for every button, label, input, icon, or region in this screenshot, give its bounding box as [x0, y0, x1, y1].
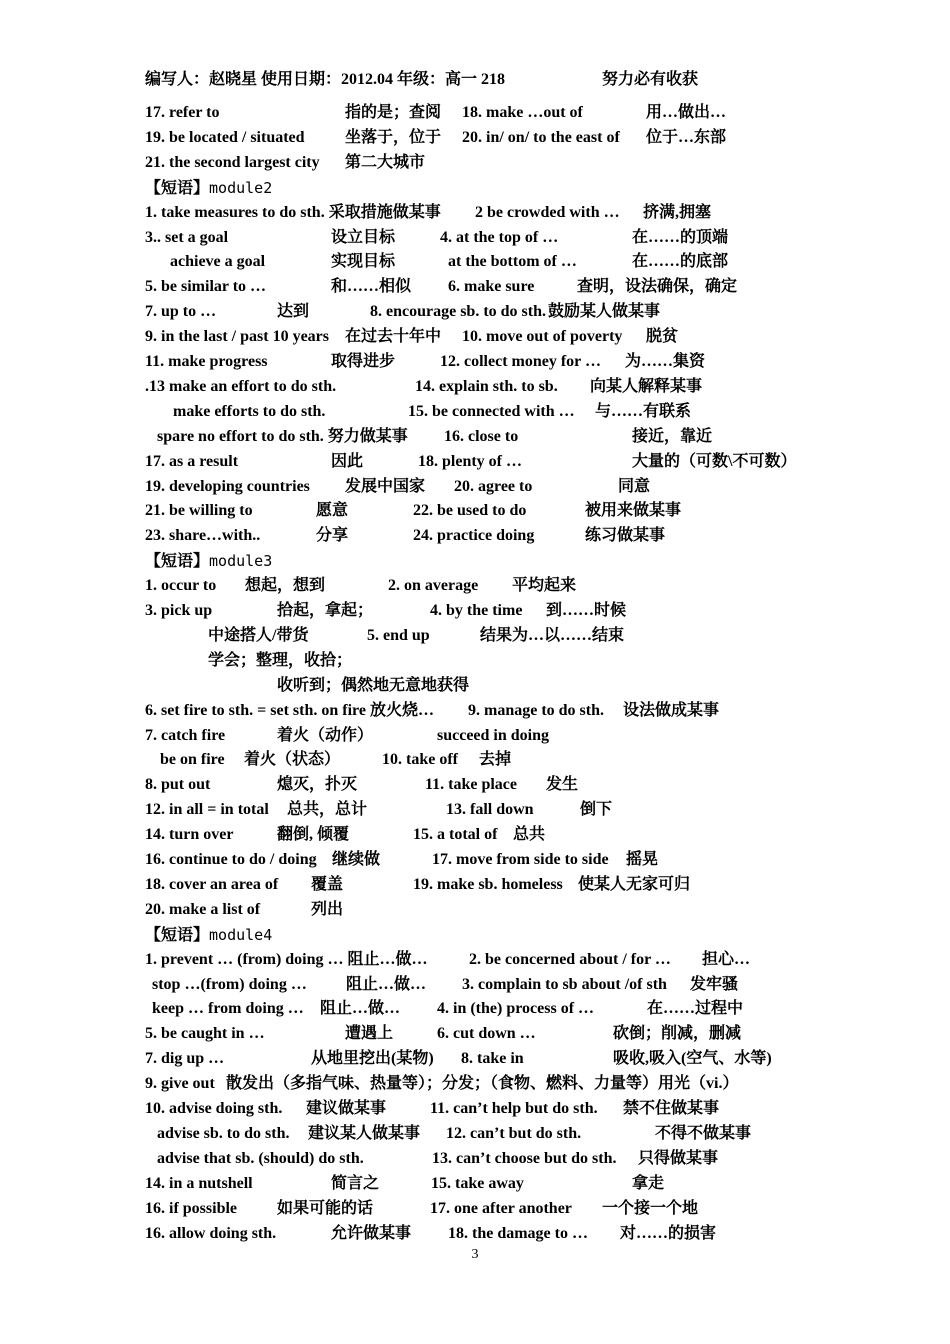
- phrase-cell: 1. take measures to do sth. 采取措施做某事: [145, 204, 441, 221]
- phrase-cell: 结果为…以……结束: [480, 627, 625, 644]
- phrase-cell: 16. allow doing sth.: [145, 1225, 277, 1242]
- section-heading-module2: [145, 176, 272, 200]
- phrase-cell: 14. turn over: [145, 826, 234, 843]
- phrase-cell: 14. explain sth. to sb.: [415, 378, 558, 395]
- phrase-cell: 遭遇上: [345, 1025, 394, 1042]
- phrase-cell: 6. make sure: [448, 278, 535, 295]
- phrase-cell: 平均起来: [512, 577, 577, 594]
- phrase-cell: 18. plenty of …: [418, 453, 522, 470]
- phrase-row: [0, 1222, 950, 1246]
- phrase-cell: 倒下: [580, 801, 613, 818]
- phrase-cell: 在……的顶端: [632, 229, 729, 246]
- phrase-cell: 设法做成某事: [623, 702, 720, 719]
- phrase-cell: 分享: [316, 527, 349, 544]
- phrase-cell: 散发出（多指气味、热量等）；分发；（食物、燃料、力量等）用光（vi.）: [226, 1075, 739, 1092]
- phrase-cell: 16. if possible: [145, 1200, 238, 1217]
- phrase-cell: be on fire: [160, 751, 225, 768]
- phrase-cell: 11. make progress: [145, 353, 268, 370]
- phrase-cell: 一个接一个地: [602, 1200, 699, 1217]
- phrase-cell: 摇晃: [626, 851, 659, 868]
- page-number: 3: [471, 1247, 479, 1262]
- section-heading-name: module2: [209, 179, 273, 197]
- phrase-cell: 3. pick up: [145, 602, 213, 619]
- phrase-row: [0, 499, 950, 523]
- phrase-cell: 禁不住做某事: [623, 1100, 720, 1117]
- phrase-cell: 3. complain to sb about /of sth: [462, 976, 667, 993]
- phrase-cell: 7. catch fire: [145, 727, 226, 744]
- phrase-cell: 6. set fire to sth. = set sth. on fire 放火烧…: [145, 702, 434, 719]
- phrase-cell: 取得进步: [331, 353, 396, 370]
- phrase-cell: 3.. set a goal: [145, 229, 229, 246]
- phrase-cell: 总共，总计: [287, 801, 368, 818]
- phrase-cell: 从地里挖出(某物): [311, 1050, 434, 1067]
- phrase-cell: 为……集资: [625, 353, 706, 370]
- phrase-cell: 拿走: [632, 1175, 665, 1192]
- header-motto: 努力必有收获: [602, 71, 699, 88]
- phrase-cell: 18. the damage to …: [448, 1225, 588, 1242]
- phrase-row: [0, 1022, 950, 1046]
- phrase-cell: 5. end up: [367, 627, 430, 644]
- phrase-cell: 13. can’t choose but do sth.: [432, 1150, 617, 1167]
- phrase-cell: make efforts to do sth.: [173, 403, 326, 420]
- phrase-cell: 查明，设法确保，确定: [577, 278, 738, 295]
- phrase-cell: 16. close to: [444, 428, 519, 445]
- phrase-cell: advise that sb. (should) do sth.: [157, 1150, 364, 1167]
- phrase-cell: 21. the second largest city: [145, 154, 320, 171]
- phrase-cell: 覆盖: [311, 876, 344, 893]
- phrase-row: [0, 1047, 950, 1071]
- phrase-cell: 建议某人做某事: [308, 1125, 421, 1142]
- phrase-row: [0, 674, 950, 698]
- phrase-cell: 阻止…做…: [320, 1000, 401, 1017]
- phrase-cell: 阻止…做…: [346, 976, 427, 993]
- phrase-cell: 同意: [618, 478, 651, 495]
- phrase-cell: 12. can’t but do sth.: [446, 1125, 582, 1142]
- phrase-cell: 位于…东部: [646, 129, 727, 146]
- phrase-cell: 练习做某事: [585, 527, 666, 544]
- section-heading-name: module4: [209, 926, 273, 944]
- phrase-cell: 4. at the top of …: [440, 229, 559, 246]
- phrase-cell: 接近，靠近: [632, 428, 713, 445]
- phrase-cell: 在……过程中: [647, 1000, 744, 1017]
- phrase-cell: 2. be concerned about / for …: [469, 951, 671, 968]
- phrase-cell: 6. cut down …: [437, 1025, 536, 1042]
- phrase-cell: 继续做: [332, 851, 381, 868]
- phrase-row: [0, 724, 950, 748]
- phrase-cell: succeed in doing: [437, 727, 550, 744]
- phrase-cell: 鼓励某人做某事: [548, 303, 661, 320]
- phrase-cell: 设立目标: [331, 229, 396, 246]
- phrase-cell: 与……有联系: [595, 403, 692, 420]
- phrase-cell: 对……的损害: [620, 1225, 717, 1242]
- document-header: [145, 66, 699, 89]
- phrase-cell: 4. in (the) process of …: [437, 1000, 595, 1017]
- phrase-row: [0, 524, 950, 548]
- phrase-cell: 因此: [331, 453, 364, 470]
- phrase-row: [0, 101, 950, 125]
- phrase-row: [0, 350, 950, 374]
- phrase-cell: 20. make a list of: [145, 901, 261, 918]
- phrase-row: [0, 748, 950, 772]
- phrase-cell: 14. in a nutshell: [145, 1175, 253, 1192]
- phrase-cell: 7. up to …: [145, 303, 217, 320]
- phrase-cell: 15. a total of: [413, 826, 498, 843]
- phrase-cell: 17. one after another: [430, 1200, 572, 1217]
- phrase-cell: 19. developing countries: [145, 478, 310, 495]
- phrase-cell: 不得不做某事: [655, 1125, 752, 1142]
- phrase-cell: 1. prevent … (from) doing … 阻止…做…: [145, 951, 428, 968]
- phrase-cell: 12. collect money for …: [440, 353, 601, 370]
- phrase-cell: spare no effort to do sth. 努力做某事: [157, 428, 408, 445]
- phrase-cell: 和……相似: [331, 278, 412, 295]
- phrase-cell: 脱贫: [646, 328, 679, 345]
- phrase-cell: at the bottom of …: [448, 253, 577, 270]
- header-meta: 编写人：赵晓星 使用日期：2012.04 年级：高一 218: [145, 71, 506, 88]
- phrase-cell: 13. fall down: [446, 801, 534, 818]
- phrase-cell: 10. advise doing sth.: [145, 1100, 283, 1117]
- phrase-cell: 20. agree to: [454, 478, 533, 495]
- phrase-cell: 愿意: [316, 502, 349, 519]
- phrase-row: [0, 1172, 950, 1196]
- phrase-cell: 只得做某事: [638, 1150, 719, 1167]
- phrase-row: [0, 699, 950, 723]
- phrase-cell: keep … from doing …: [152, 1000, 304, 1017]
- phrase-cell: 18. make …out of: [462, 104, 583, 121]
- phrase-row: [0, 574, 950, 598]
- phrase-cell: 用…做出…: [646, 104, 727, 121]
- phrase-row: [0, 948, 950, 972]
- phrase-cell: 担心…: [702, 951, 751, 968]
- phrase-cell: 8. take in: [461, 1050, 524, 1067]
- phrase-cell: 22. be used to do: [413, 502, 527, 519]
- phrase-cell: 20. in/ on/ to the east of: [462, 129, 620, 146]
- phrase-row: [0, 973, 950, 997]
- phrase-row: [0, 1122, 950, 1146]
- phrase-cell: 1. occur to: [145, 577, 217, 594]
- phrase-cell: 2 be crowded with …: [475, 204, 620, 221]
- phrase-cell: 21. be willing to: [145, 502, 253, 519]
- phrase-cell: 9. manage to do sth.: [468, 702, 605, 719]
- phrase-cell: 吸收,吸入(空气、水等): [613, 1050, 772, 1067]
- phrase-row: [0, 599, 950, 623]
- phrase-cell: 9. give out: [145, 1075, 215, 1092]
- phrase-cell: 总共: [513, 826, 546, 843]
- phrase-cell: 5. be caught in …: [145, 1025, 265, 1042]
- phrase-cell: 8. encourage sb. to do sth.: [370, 303, 547, 320]
- phrase-cell: 向某人解释某事: [590, 378, 703, 395]
- phrase-row: [0, 126, 950, 150]
- phrase-cell: 被用来做某事: [585, 502, 682, 519]
- phrase-cell: 挤满,拥塞: [643, 204, 712, 221]
- phrase-cell: 16. continue to do / doing: [145, 851, 317, 868]
- phrase-cell: 15. take away: [431, 1175, 524, 1192]
- phrase-row: [0, 300, 950, 324]
- phrase-row: [0, 425, 950, 449]
- phrase-cell: 2. on average: [388, 577, 479, 594]
- phrase-row: [0, 375, 950, 399]
- phrase-cell: 着火（动作）: [277, 727, 374, 744]
- section-heading-bracket: 【短语】: [145, 180, 210, 197]
- phrase-cell: 10. move out of poverty: [462, 328, 623, 345]
- section-heading-bracket: 【短语】: [145, 553, 210, 570]
- phrase-cell: 15. be connected with …: [408, 403, 575, 420]
- phrase-row: [0, 475, 950, 499]
- phrase-cell: 9. in the last / past 10 years: [145, 328, 329, 345]
- phrase-cell: 8. put out: [145, 776, 211, 793]
- section-heading-name: module3: [209, 552, 273, 570]
- phrase-cell: 17. as a result: [145, 453, 239, 470]
- phrase-cell: 到……时候: [546, 602, 627, 619]
- phrase-cell: 19. make sb. homeless: [413, 876, 563, 893]
- phrase-row: [0, 151, 950, 175]
- phrase-cell: 指的是；查阅: [345, 104, 442, 121]
- phrase-cell: 建议做某事: [306, 1100, 387, 1117]
- phrase-cell: 着火（状态）: [244, 751, 341, 768]
- phrase-row: [0, 450, 950, 474]
- phrase-cell: 达到: [277, 303, 310, 320]
- phrase-cell: 想起，想到: [245, 577, 326, 594]
- phrase-cell: 熄灭，扑灭: [277, 776, 358, 793]
- phrase-cell: 列出: [311, 901, 344, 918]
- phrase-cell: 简言之: [331, 1175, 380, 1192]
- phrase-cell: 允许做某事: [331, 1225, 412, 1242]
- phrase-cell: 4. by the time: [430, 602, 523, 619]
- phrase-row: [0, 201, 950, 225]
- phrase-cell: 5. be similar to …: [145, 278, 267, 295]
- phrase-cell: 砍倒；削减，删减: [613, 1025, 742, 1042]
- phrase-cell: 24. practice doing: [413, 527, 535, 544]
- phrase-cell: 在……的底部: [632, 253, 729, 270]
- phrase-cell: stop …(from) doing …: [152, 976, 307, 993]
- phrase-cell: 发展中国家: [345, 478, 426, 495]
- phrase-row: [0, 823, 950, 847]
- phrase-cell: 11. can’t help but do sth.: [430, 1100, 598, 1117]
- phrase-row: [0, 1072, 950, 1096]
- phrase-row: [0, 873, 950, 897]
- phrase-row: [0, 798, 950, 822]
- phrase-cell: 如果可能的话: [277, 1200, 374, 1217]
- phrase-cell: 19. be located / situated: [145, 129, 305, 146]
- phrase-row: [0, 400, 950, 424]
- phrase-row: [0, 1097, 950, 1121]
- phrase-row: [0, 898, 950, 922]
- phrase-cell: 坐落于，位于: [345, 129, 442, 146]
- phrase-cell: 学会；整理，收拾；: [208, 652, 353, 669]
- phrase-cell: 17. refer to: [145, 104, 220, 121]
- phrase-cell: .13 make an effort to do sth.: [145, 378, 337, 395]
- phrase-cell: 发生: [546, 776, 579, 793]
- phrase-row: [0, 649, 950, 673]
- phrase-cell: 发牢骚: [690, 976, 739, 993]
- phrase-row: [0, 1147, 950, 1171]
- phrase-row: [0, 275, 950, 299]
- phrase-row: [0, 773, 950, 797]
- phrase-cell: 17. move from side to side: [432, 851, 609, 868]
- section-heading-bracket: 【短语】: [145, 927, 210, 944]
- phrase-cell: 实现目标: [331, 253, 396, 270]
- phrase-cell: achieve a goal: [170, 253, 266, 270]
- phrase-cell: 使某人无家可归: [578, 876, 691, 893]
- phrase-row: [0, 1197, 950, 1221]
- phrase-row: [0, 325, 950, 349]
- phrase-cell: 23. share…with..: [145, 527, 261, 544]
- section-heading-module3: [145, 549, 272, 573]
- phrase-row: [0, 997, 950, 1021]
- phrase-row: [0, 250, 950, 274]
- phrase-cell: 10. take off: [382, 751, 458, 768]
- phrase-cell: 大量的（可数\不可数）: [632, 453, 797, 470]
- phrase-cell: 翻倒, 倾覆: [277, 826, 350, 843]
- phrase-cell: 18. cover an area of: [145, 876, 279, 893]
- section-heading-module4: [145, 923, 272, 947]
- phrase-cell: 收听到；偶然地无意地获得: [277, 677, 470, 694]
- phrase-cell: 去掉: [479, 751, 512, 768]
- phrase-row: [0, 226, 950, 250]
- phrase-cell: advise sb. to do sth.: [157, 1125, 290, 1142]
- phrase-cell: 11. take place: [425, 776, 517, 793]
- phrase-cell: 在过去十年中: [345, 328, 442, 345]
- phrase-cell: 12. in all = in total: [145, 801, 269, 818]
- phrase-cell: 7. dig up …: [145, 1050, 225, 1067]
- phrase-row: [0, 624, 950, 648]
- phrase-cell: 拾起，拿起；: [277, 602, 374, 619]
- phrase-row: [0, 848, 950, 872]
- phrase-cell: 第二大城市: [345, 154, 426, 171]
- phrase-cell: 中途搭人/带货: [208, 627, 309, 644]
